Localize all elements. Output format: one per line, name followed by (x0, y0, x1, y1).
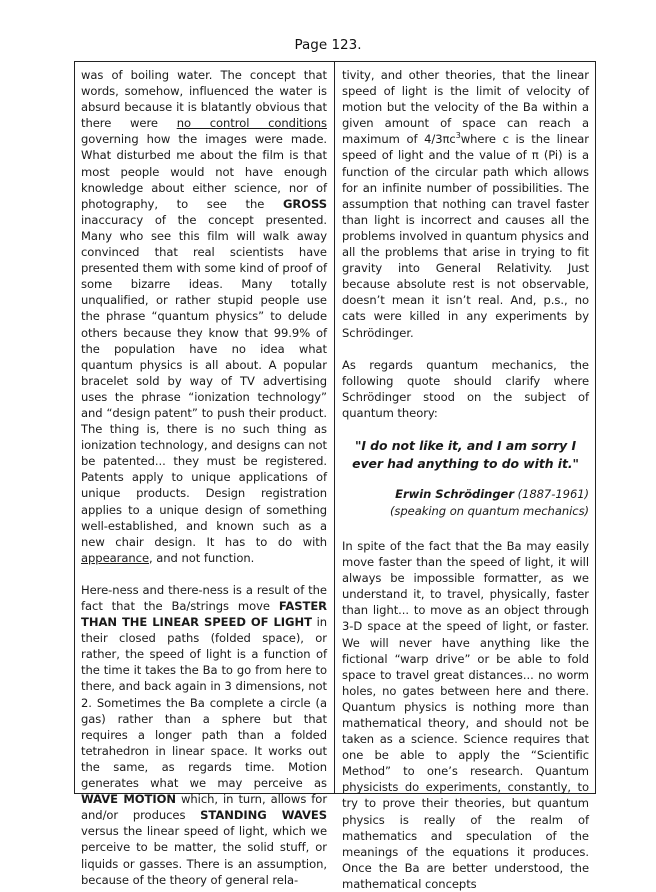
text-run: in their closed paths (folded space), or rather, the speed of light is a function of the time it takes the Ba to go from here to there, and back again in 3 dimensions, not 2. Sometimes the Ba complete a circle (a gas) rather than a sphere but that requires a longer path than a folded tetrahedron in linear space. It works out the same, as regards time. Motion generates what we may perceive as (81, 615, 328, 791)
right-column (342, 67, 589, 892)
bold-text: STANDING WAVES (200, 808, 327, 823)
text-run: which, in turn, allows for and/or produces (81, 792, 328, 823)
paragraph: In spite of the fact that the Ba may easily move faster than the speed of light, it will always be impossible formatter, as we understand it, to travel, physically, faster than light... to move as an object through 3-D space at the speed of light, or faster. We will never have anything like the fictional “warp drive” or be able to fold space to travel great distances... no worm holes, no gates between here and there. Quantum physics is nothing more than mathematical theory, and should not be taken as a science. Science requires that one be able to apply the “Scientific Method” to one’s research. Quantum physicists do experiments, constantly, to try to prove their theories, but quantum physics is really of the realm of mathematics and speculation of the meanings of the equations it produces. Once the Ba are better understood, the mathematical concepts (342, 538, 589, 891)
attribution-context: (speaking on quantum mechanics) (389, 503, 589, 518)
text-run: inaccuracy of the concept presented. Many who see this film will walk away convinced that real scientists have presented them with some kind of proof of some bizarre ideas. Many totally unqualified, or rather stupid people use the phrase “quantum physics” to delude others because they know that 99.9% of the population have no idea what quantum physics is all about. A popular bracelet sold by way of TV advertising uses the phrase “ionization technology” and “design patent” to push their product. The thing is, there is no such thing as ionization technology, and designs can not be patented... they must be registered. Patents apply to unique applications of unique products. Design registration applies to a unique design of something well-established, and known such as a new chair design. It has to do with (81, 212, 327, 549)
paragraph (342, 67, 589, 341)
paragraph (81, 582, 327, 888)
quote-attribution (342, 486, 589, 520)
text-run: governing how the images were made. What disturbed me about the film is that most people would not have enough knowledge about either science, nor of photography, to see the (81, 132, 327, 211)
text-run: versus the linear speed of light, which we perceive to be matter, the solid stuff, or liquids or gasses. There is an assumption, because of the theory of general rela- (81, 824, 327, 887)
superscript: 3 (455, 131, 461, 141)
attribution-dates: (1887-1961) (513, 486, 589, 501)
paragraph (81, 67, 327, 566)
two-column-text-frame (74, 61, 596, 891)
left-column (81, 67, 327, 888)
underlined-text: no control conditions (176, 116, 327, 131)
text-run: tivity, and other theories, that the linear speed of light is the limit of velocity of motion but the velocity of the Ba within a given amount of space can reach a maximum of 4/3πc (342, 68, 589, 147)
bold-text: FASTER THAN THE LINEAR SPEED OF LIGHT (81, 599, 327, 630)
bold-text: GROSS (282, 196, 327, 211)
bold-text: WAVE MOTION (81, 792, 177, 807)
block-quote: "I do not like it, and I am sorry I ever had anything to do with it." (352, 437, 579, 471)
attribution-name: Erwin Schrödinger (395, 486, 514, 501)
column-divider (334, 62, 335, 793)
underlined-text: appearance (81, 550, 150, 565)
text-run: , and not function. (149, 550, 255, 565)
text-run: Here-ness and there-ness is a result of the fact that the Ba/strings move (81, 582, 327, 613)
text-run: was of boiling water. The concept that words, somehow, influenced the water is absurd because it is blatantly obvious that there were (81, 68, 327, 131)
paragraph: As regards quantum mechanics, the following quote should clarify where Schrödinger stood on the subject of quantum theory: (342, 357, 589, 420)
page-number: Page 123. (294, 37, 362, 53)
text-run: where c is the linear speed of light and the value of π (Pi) is a function of the circular path which allows for an infinite number of possibilities. The assumption that nothing can travel faster than light is incorrect and causes all the problems involved in quantum physics and all the problems that arise in trying to fit gravity into General Relativity. Just because absolute rest is not observable, doesn’t mean it isn’t real. And, p.s., no cats were killed in any experiments by Schrödinger. (342, 132, 590, 340)
